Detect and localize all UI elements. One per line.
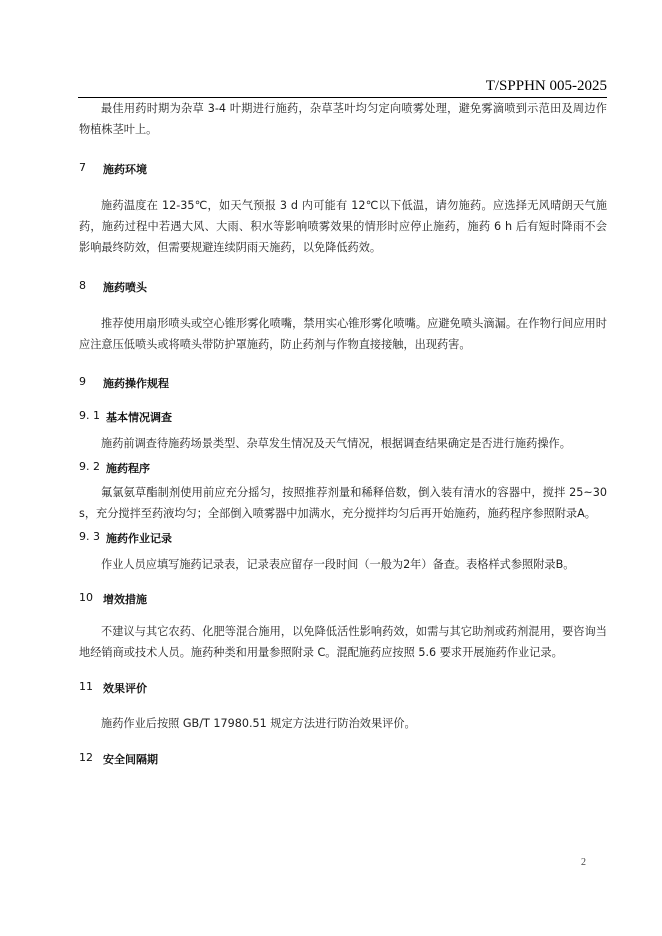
section-title: 增效措施 — [103, 593, 147, 606]
section-number: 9. 3 — [79, 530, 100, 543]
section-9-3-heading — [79, 530, 607, 546]
section-title: 施药喷头 — [103, 281, 147, 294]
section-number: 11 — [79, 680, 93, 693]
section-12-heading — [79, 751, 607, 767]
section-number: 9 — [79, 375, 86, 388]
section-title: 施药操作规程 — [103, 377, 169, 390]
section-9-heading — [79, 375, 607, 391]
section-title: 基本情况调查 — [106, 411, 172, 424]
section-9-2-heading — [79, 460, 607, 476]
section-title: 效果评价 — [103, 682, 147, 695]
section-9-2-text: 氟氯氨草酯制剂使用前应充分摇匀，按照推荐剂量和稀释倍数，倒入装有清水的容器中，搅拌 25~30 s，充分搅拌至药液均匀；全部倒入喷雾器中加满水，充分搅拌均匀后再开始施药，施药程序参照附录A。 — [79, 486, 607, 520]
section-number: 10 — [79, 591, 93, 604]
section-number: 7 — [79, 161, 86, 174]
section-number: 9. 1 — [79, 409, 100, 422]
section-9-1-heading — [79, 409, 607, 425]
intro-paragraph: 最佳用药时期为杂草 3-4 叶期进行施药，杂草茎叶均匀定向喷雾处理，避免雾滴喷到示范田及周边作物植株茎叶上。 — [79, 102, 607, 136]
section-7-heading — [79, 161, 607, 177]
section-10-heading — [79, 591, 607, 607]
section-10-text: 不建议与其它农药、化肥等混合施用，以免降低活性影响药效，如需与其它助剂或药剂混用，要咨询当地经销商或技术人员。施药种类和用量参照附录 C。混配施药应按照 5.6 要求开展施药作业记录。 — [79, 625, 607, 659]
section-11-text: 施药作业后按照 GB/T 17980.51 规定方法进行防治效果评价。 — [101, 717, 416, 730]
document-body — [79, 98, 607, 767]
section-title: 安全间隔期 — [103, 753, 158, 766]
section-title: 施药环境 — [103, 163, 147, 176]
section-11-heading — [79, 680, 607, 696]
section-number: 8 — [79, 279, 86, 292]
section-title: 施药程序 — [106, 462, 150, 475]
section-number: 9. 2 — [79, 460, 100, 473]
section-9-3-text: 作业人员应填写施药记录表，记录表应留存一段时间（一般为2年）备查。表格样式参照附录B。 — [101, 558, 575, 571]
section-7-text: 施药温度在 12-35℃，如天气预报 3 d 内可能有 12℃以下低温，请勿施药。应选择无风晴朗天气施药，施药过程中若遇大风、大雨、积水等影响喷雾效果的情形时应停止施药，施药 6 h 后有短时降雨不会影响最终防效，但需要规避连续阴雨天施药，以免降低药效。 — [79, 199, 607, 254]
section-number: 12 — [79, 751, 93, 764]
section-8-heading — [79, 279, 607, 295]
section-8-text: 推荐使用扇形喷头或空心锥形雾化喷嘴，禁用实心锥形雾化喷嘴。应避免喷头滴漏。在作物行间应用时应注意压低喷头或将喷头带防护罩施药，防止药剂与作物直接接触，出现药害。 — [79, 317, 607, 351]
section-title: 施药作业记录 — [106, 532, 172, 545]
standard-code: T/SPPHN 005-2025 — [485, 78, 607, 94]
section-9-1-text: 施药前调查待施药场景类型、杂草发生情况及天气情况，根据调查结果确定是否进行施药操作。 — [101, 437, 571, 450]
page-number: 2 — [581, 857, 586, 868]
